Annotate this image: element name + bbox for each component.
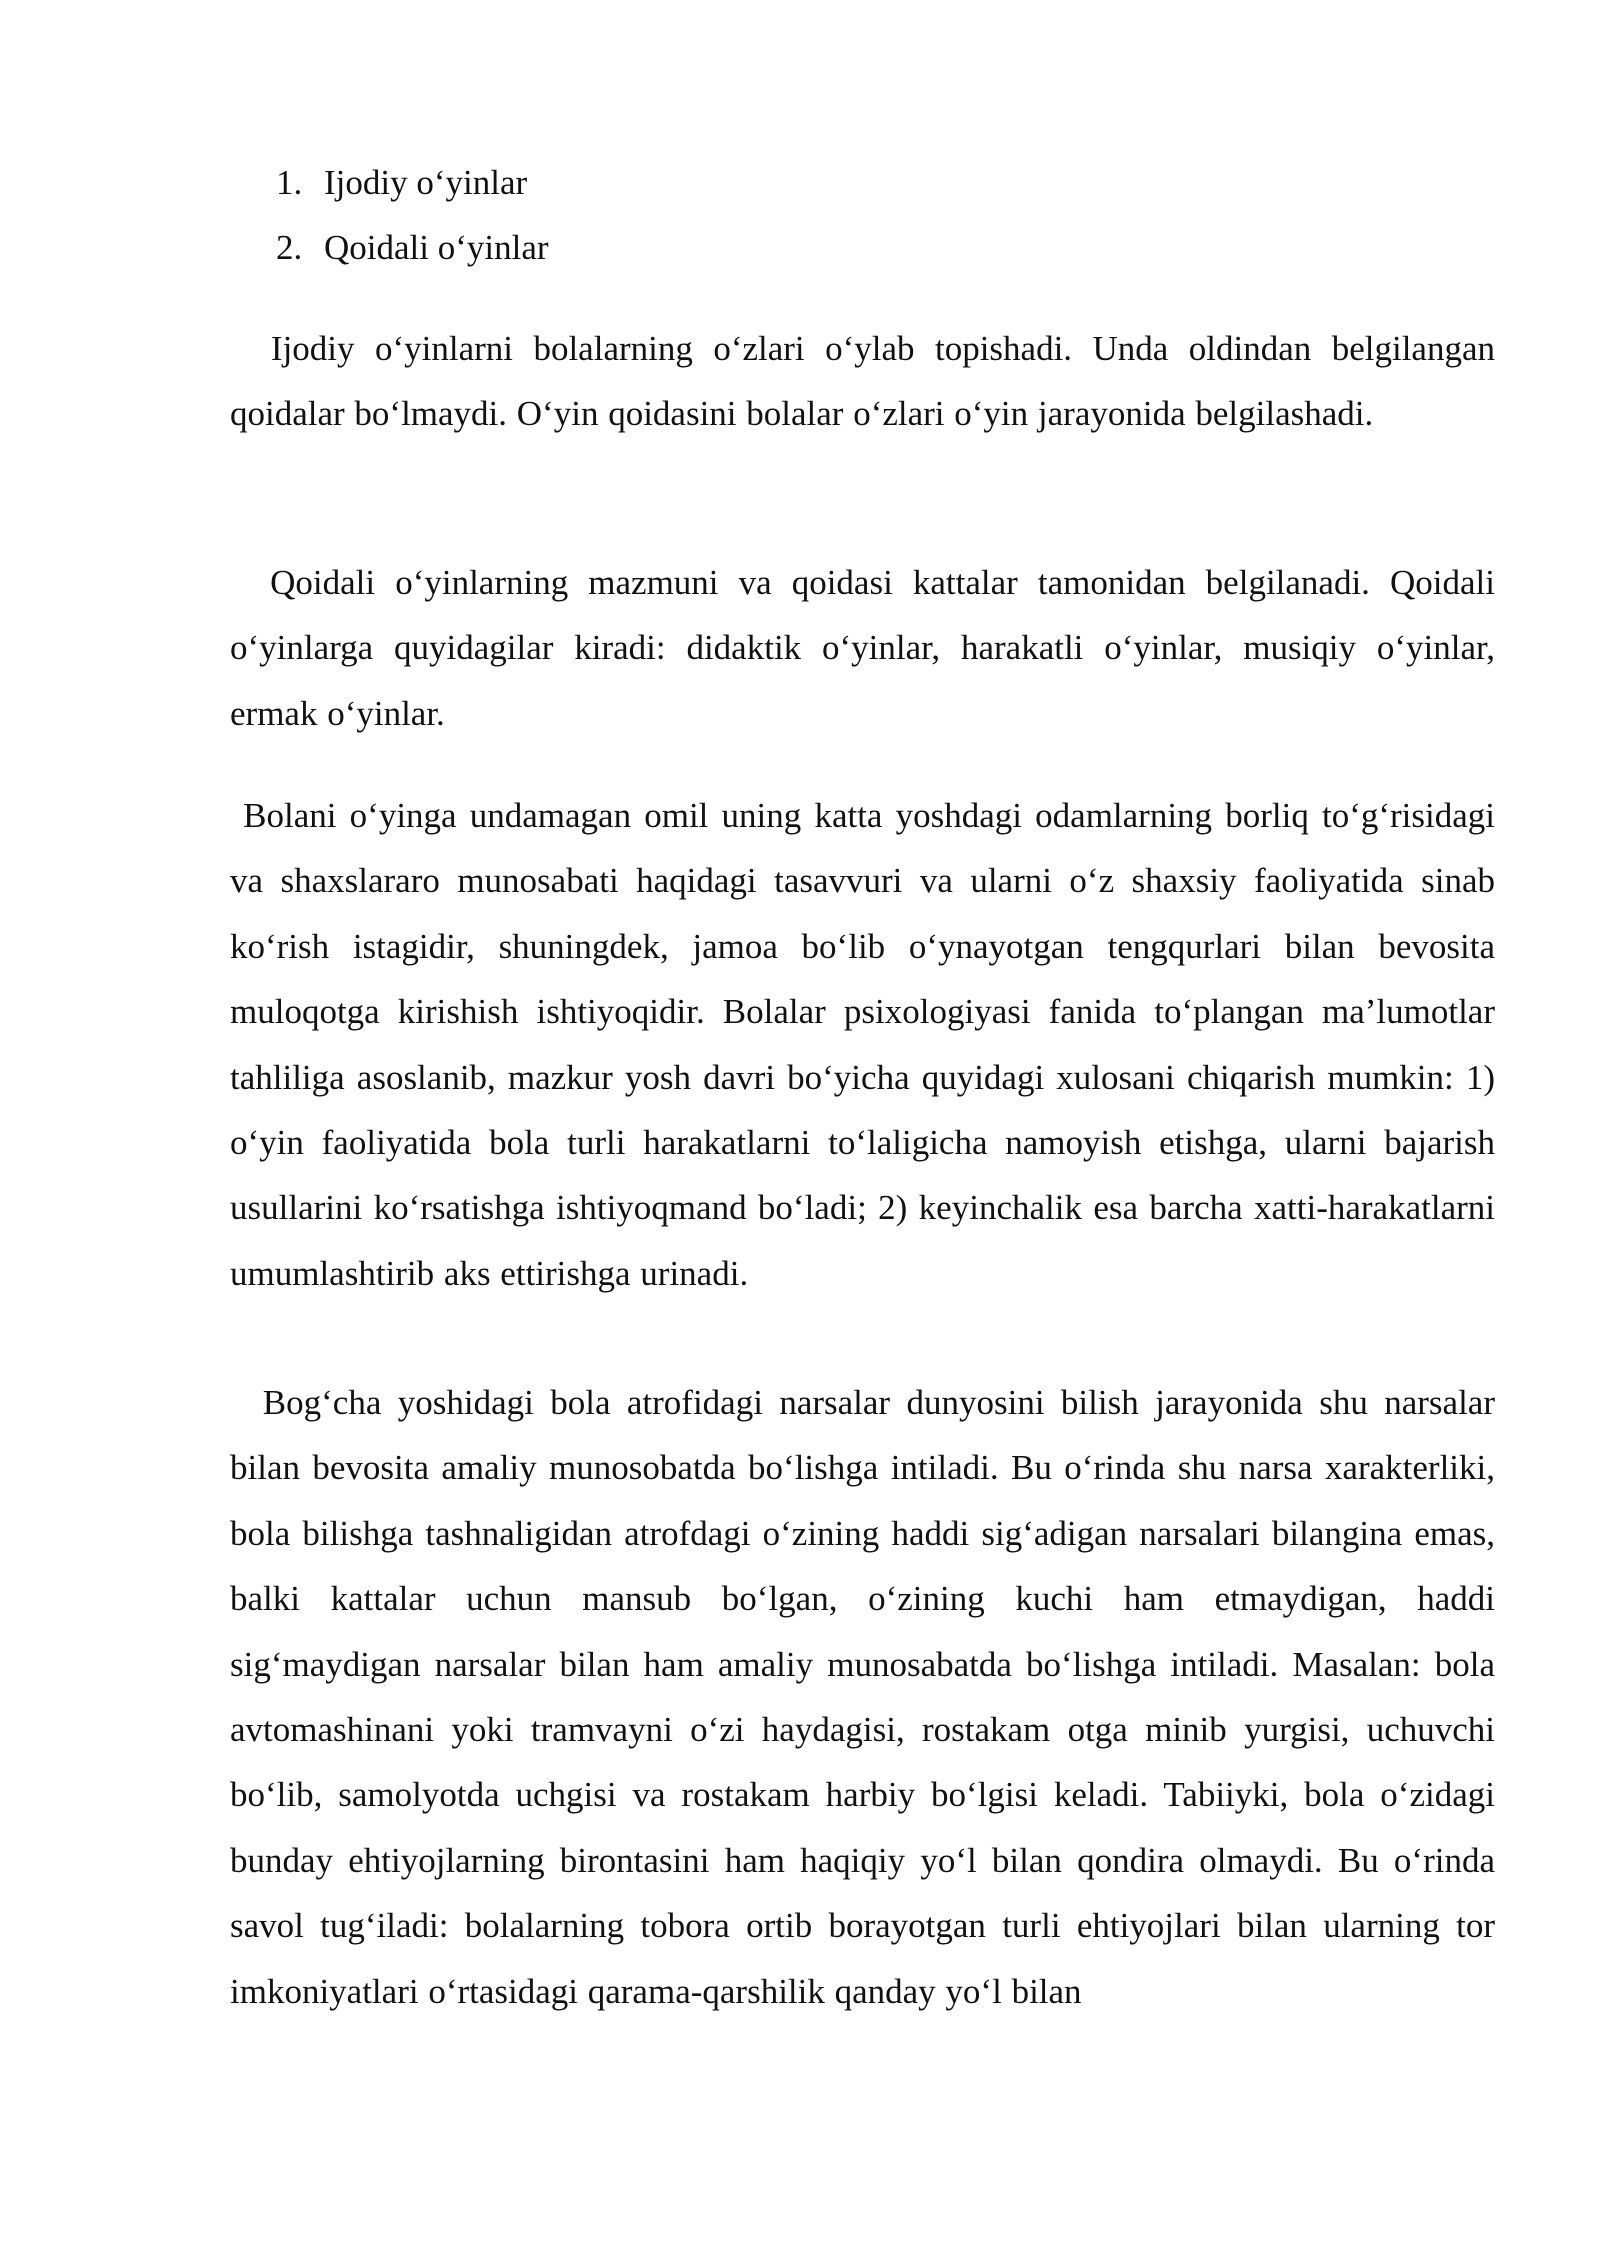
- list-item: [276, 150, 549, 215]
- list-item-number: 1.: [276, 163, 303, 202]
- paragraph-rule-games: Qoidali o‘yinlarning mazmuni va qoidasi kattalar tamonidan belgilanadi. Qoidali o‘yinlarga quyidagilar kiradi: didaktik o‘yinlar, harakatli o‘yinlar, musiqiy o‘yinlar, ermak o‘yinlar.: [230, 563, 1505, 733]
- paragraph-creative-games: Ijodiy o‘yinlarni bolalarning o‘zlari o‘ylab topishadi. Unda oldindan belgilangan qoidalar bo‘lmaydi. O‘yin qoidasini bolalar o‘zlari o‘yin jarayonida belgilashadi.: [230, 329, 1505, 434]
- list-item-text: Qoidali o‘yinlar: [324, 228, 549, 267]
- list-item-text: Ijodiy o‘yinlar: [324, 163, 528, 202]
- list-item: [276, 215, 549, 280]
- paragraph-preschool-child: Bog‘cha yoshidagi bola atrofidagi narsalar dunyosini bilish jarayonida shu narsalar bilan bevosita amaliy munosobatda bo‘lishga intiladi. Bu o‘rinda shu narsa xarakterliki, bola bilishga tashnaligidan atrofdagi o‘zining haddi sig‘adigan narsalari bilangina emas, balki kattalar uchun mansub bo‘lgan, o‘zining kuchi ham etmaydigan, haddi sig‘maydigan narsalar bilan ham amaliy munosabatda bo‘lishga intiladi. Masalan: bola avtomashinani yoki tramvayni o‘zi haydagisi, rostakam otga minib yurgisi, uchuvchi bo‘lib, samolyotda uchgisi va rostakam harbiy bo‘lgisi keladi. Tabiiyki, bola o‘zidagi bunday ehtiyojlarning birontasini ham haqiqiy yo‘l bilan qondira olmaydi. Bu o‘rinda savol tug‘iladi: bolalarning tobora ortib borayotgan turli ehtiyojlari bilan ularning tor imkoniyatlari o‘rtasidagi qarama-qarshilik qanday yo‘l bilan: [230, 1383, 1505, 2011]
- game-types-list: [276, 150, 549, 280]
- paragraph-play-motivation: Bolani o‘yinga undamagan omil uning katta yoshdagi odamlarning borliq to‘g‘risidagi va shaxslararo munosabati haqidagi tasavvuri va ularni o‘z shaxsiy faoliyatida sinab ko‘rish istagidir, shuningdek, jamoa bo‘lib o‘ynayotgan tengqurlari bilan bevosita muloqotga kirishish ishtiyoqidir. Bolalar psixologiyasi fanida to‘plangan ma’lumotlar tahliliga asoslanib, mazkur yosh davri bo‘yicha quyidagi xulosani chiqarish mumkin: 1) o‘yin faoliyatida bola turli harakatlarni to‘laligicha namoyish etishga, ularni bajarish usullarini ko‘rsatishga ishtiyoqmand bo‘ladi; 2) keyinchalik esa barcha xatti-harakatlarni umumlashtirib aks ettirishga urinadi.: [230, 796, 1505, 1293]
- list-item-number: 2.: [276, 228, 303, 267]
